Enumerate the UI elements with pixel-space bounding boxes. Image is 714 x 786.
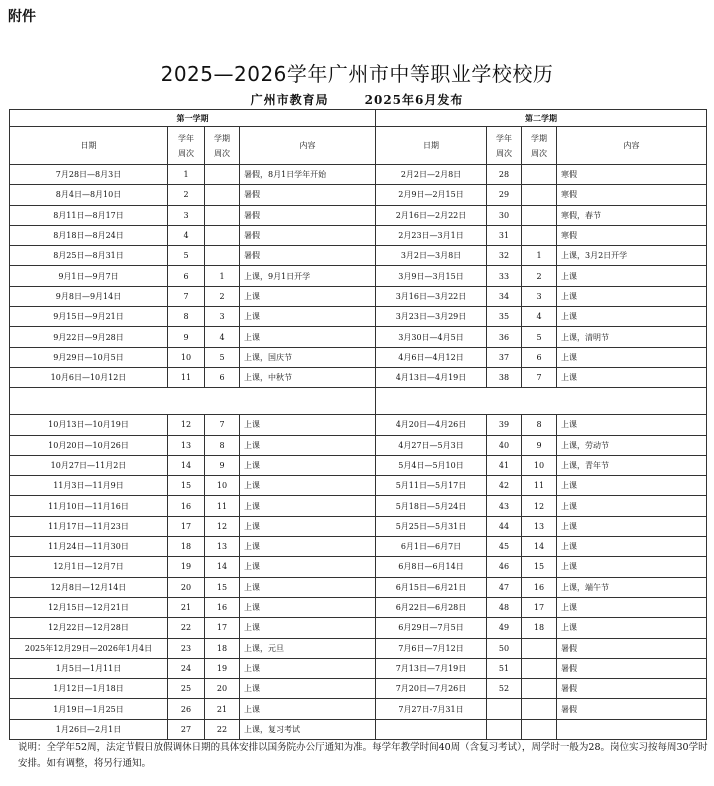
- cell-content-1: 上课: [240, 618, 376, 638]
- cell-date-2: 6月15日—6月21日: [376, 577, 487, 597]
- cell-content-2: 上课，劳动节: [557, 435, 707, 455]
- cell-content-1: 上课: [240, 516, 376, 536]
- col-content-1: 内容: [240, 127, 376, 165]
- cell-sem-week-2: [522, 658, 557, 678]
- table-row: [10, 597, 707, 617]
- cell-date-1: 9月22日—9月28日: [10, 327, 168, 347]
- cell-content-1: 上课，复习考试: [240, 719, 376, 739]
- cell-content-2: 寒假: [557, 185, 707, 205]
- cell-content-1: 暑假: [240, 246, 376, 266]
- cell-date-1: 1月12日—1月18日: [10, 679, 168, 699]
- cell-sem-week-1: 14: [205, 557, 240, 577]
- cell-year-week-1: 25: [168, 679, 205, 699]
- cell-year-week-1: 20: [168, 577, 205, 597]
- cell-sem-week-2: 7: [522, 367, 557, 387]
- cell-content-1: 上课: [240, 476, 376, 496]
- cell-sem-week-2: [522, 638, 557, 658]
- cell-year-week-2: 33: [487, 266, 522, 286]
- cell-content-2: 上课: [557, 266, 707, 286]
- cell-sem-week-2: 13: [522, 516, 557, 536]
- cell-date-2: [376, 719, 487, 739]
- cell-date-2: 2月2日—2月8日: [376, 165, 487, 185]
- col-date-2: 日期: [376, 127, 487, 165]
- cell-sem-week-1: 6: [205, 367, 240, 387]
- cell-year-week-1: 12: [168, 415, 205, 435]
- cell-year-week-2: 42: [487, 476, 522, 496]
- cell-date-1: 10月20日—10月26日: [10, 435, 168, 455]
- cell-content-2: 上课，端午节: [557, 577, 707, 597]
- cell-content-2: 上课: [557, 367, 707, 387]
- cell-sem-week-1: 8: [205, 435, 240, 455]
- cell-year-week-1: 10: [168, 347, 205, 367]
- cell-date-1: 10月6日—10月12日: [10, 367, 168, 387]
- table-row: [10, 496, 707, 516]
- cell-year-week-1: 4: [168, 225, 205, 245]
- cell-sem-week-2: 14: [522, 537, 557, 557]
- cell-year-week-2: 52: [487, 679, 522, 699]
- table-row: [10, 638, 707, 658]
- cell-content-2: 寒假，春节: [557, 205, 707, 225]
- cell-year-week-2: 44: [487, 516, 522, 536]
- attachment-label: 附件: [8, 9, 36, 25]
- table-row: [10, 516, 707, 536]
- cell-content-1: 上课: [240, 597, 376, 617]
- cell-sem-week-2: 1: [522, 246, 557, 266]
- table-row: [10, 719, 707, 739]
- semester-header-row: [10, 110, 707, 127]
- cell-date-1: 11月24日—11月30日: [10, 537, 168, 557]
- cell-content-1: 上课: [240, 557, 376, 577]
- cell-year-week-2: 30: [487, 205, 522, 225]
- cell-date-2: 4月20日—4月26日: [376, 415, 487, 435]
- gap-row: [10, 388, 707, 415]
- cell-year-week-1: 2: [168, 185, 205, 205]
- cell-content-2: 上课: [557, 496, 707, 516]
- cell-sem-week-2: 4: [522, 307, 557, 327]
- cell-year-week-1: 7: [168, 286, 205, 306]
- cell-year-week-2: 39: [487, 415, 522, 435]
- cell-date-1: 9月29日—10月5日: [10, 347, 168, 367]
- cell-sem-week-1: [205, 205, 240, 225]
- cell-sem-week-2: 10: [522, 455, 557, 475]
- cell-year-week-1: 26: [168, 699, 205, 719]
- cell-date-1: 8月11日—8月17日: [10, 205, 168, 225]
- table-row: [10, 577, 707, 597]
- cell-content-2: 暑假: [557, 638, 707, 658]
- table-row: [10, 435, 707, 455]
- cell-content-1: 上课: [240, 658, 376, 678]
- cell-date-2: 3月9日—3月15日: [376, 266, 487, 286]
- cell-date-1: 8月4日—8月10日: [10, 185, 168, 205]
- cell-content-2: 上课，清明节: [557, 327, 707, 347]
- cell-year-week-1: 21: [168, 597, 205, 617]
- cell-sem-week-1: 1: [205, 266, 240, 286]
- cell-sem-week-1: 11: [205, 496, 240, 516]
- cell-date-1: 11月10日—11月16日: [10, 496, 168, 516]
- table-row: [10, 205, 707, 225]
- cell-date-2: 3月16日—3月22日: [376, 286, 487, 306]
- cell-sem-week-1: 12: [205, 516, 240, 536]
- table-row: [10, 165, 707, 185]
- cell-content-2: 上课: [557, 516, 707, 536]
- cell-date-2: 4月6日—4月12日: [376, 347, 487, 367]
- cell-content-2: 暑假: [557, 679, 707, 699]
- cell-year-week-2: 37: [487, 347, 522, 367]
- cell-date-2: 4月27日—5月3日: [376, 435, 487, 455]
- cell-content-2: 上课: [557, 597, 707, 617]
- cell-year-week-2: 40: [487, 435, 522, 455]
- cell-year-week-2: 46: [487, 557, 522, 577]
- cell-content-2: 上课: [557, 557, 707, 577]
- cell-sem-week-2: 9: [522, 435, 557, 455]
- cell-date-2: 2月16日—2月22日: [376, 205, 487, 225]
- cell-sem-week-2: 16: [522, 577, 557, 597]
- cell-date-1: 12月22日—12月28日: [10, 618, 168, 638]
- cell-content-1: 上课: [240, 537, 376, 557]
- issuer-line: [0, 91, 714, 108]
- cell-date-1: 12月1日—12月7日: [10, 557, 168, 577]
- issuer: 广州市教育局: [250, 93, 329, 107]
- cell-content-1: 上课: [240, 577, 376, 597]
- cell-sem-week-2: 11: [522, 476, 557, 496]
- calendar-body-part1: [10, 165, 707, 388]
- table-row: [10, 658, 707, 678]
- calendar-body-part2: [10, 415, 707, 740]
- cell-content-2: 寒假: [557, 165, 707, 185]
- table-row: [10, 679, 707, 699]
- cell-sem-week-1: 9: [205, 455, 240, 475]
- section-gap: [10, 388, 707, 415]
- cell-year-week-2: 49: [487, 618, 522, 638]
- cell-sem-week-2: [522, 699, 557, 719]
- cell-date-2: 7月6日—7月12日: [376, 638, 487, 658]
- cell-content-2: 暑假: [557, 699, 707, 719]
- cell-sem-week-2: 17: [522, 597, 557, 617]
- cell-date-1: 12月15日—12月21日: [10, 597, 168, 617]
- cell-content-2: 暑假: [557, 658, 707, 678]
- cell-year-week-2: 50: [487, 638, 522, 658]
- cell-year-week-2: 34: [487, 286, 522, 306]
- cell-date-2: 6月8日—6月14日: [376, 557, 487, 577]
- table-row: [10, 307, 707, 327]
- cell-year-week-2: 47: [487, 577, 522, 597]
- cell-date-1: 11月3日—11月9日: [10, 476, 168, 496]
- cell-content-1: 暑假，8月1日学年开始: [240, 165, 376, 185]
- cell-sem-week-1: 10: [205, 476, 240, 496]
- column-header-row: [10, 127, 707, 165]
- cell-sem-week-2: 2: [522, 266, 557, 286]
- cell-year-week-1: 18: [168, 537, 205, 557]
- cell-sem-week-2: 18: [522, 618, 557, 638]
- cell-date-2: 6月29日—7月5日: [376, 618, 487, 638]
- cell-content-1: 上课，中秋节: [240, 367, 376, 387]
- cell-date-1: 1月26日—2月1日: [10, 719, 168, 739]
- cell-year-week-2: 28: [487, 165, 522, 185]
- cell-sem-week-1: 7: [205, 415, 240, 435]
- cell-year-week-1: 5: [168, 246, 205, 266]
- cell-year-week-2: 31: [487, 225, 522, 245]
- col-date-1: 日期: [10, 127, 168, 165]
- cell-date-2: 7月20日—7月26日: [376, 679, 487, 699]
- cell-sem-week-2: [522, 205, 557, 225]
- cell-sem-week-1: 2: [205, 286, 240, 306]
- table-row: [10, 699, 707, 719]
- cell-year-week-2: 41: [487, 455, 522, 475]
- table-row: [10, 286, 707, 306]
- cell-year-week-1: 23: [168, 638, 205, 658]
- cell-year-week-1: 17: [168, 516, 205, 536]
- table-row: [10, 415, 707, 435]
- cell-sem-week-2: [522, 185, 557, 205]
- cell-year-week-1: 16: [168, 496, 205, 516]
- cell-date-2: 7月13日—7月19日: [376, 658, 487, 678]
- cell-sem-week-1: 5: [205, 347, 240, 367]
- cell-sem-week-2: [522, 719, 557, 739]
- cell-sem-week-1: 19: [205, 658, 240, 678]
- cell-year-week-1: 22: [168, 618, 205, 638]
- cell-sem-week-1: 18: [205, 638, 240, 658]
- table-row: [10, 476, 707, 496]
- cell-date-2: 4月13日—4月19日: [376, 367, 487, 387]
- cell-content-2: 上课: [557, 307, 707, 327]
- cell-content-1: 上课，国庆节: [240, 347, 376, 367]
- semester2-header: 第二学期: [376, 110, 707, 127]
- cell-date-2: 5月11日—5月17日: [376, 476, 487, 496]
- cell-year-week-2: 51: [487, 658, 522, 678]
- cell-sem-week-1: [205, 246, 240, 266]
- cell-date-2: 3月2日—3月8日: [376, 246, 487, 266]
- cell-year-week-1: 14: [168, 455, 205, 475]
- cell-sem-week-1: 21: [205, 699, 240, 719]
- table-row: [10, 185, 707, 205]
- cell-sem-week-1: 22: [205, 719, 240, 739]
- cell-content-1: 上课: [240, 435, 376, 455]
- cell-date-2: 2月23日—3月1日: [376, 225, 487, 245]
- cell-content-1: 上课: [240, 496, 376, 516]
- cell-year-week-2: 45: [487, 537, 522, 557]
- calendar-table: [9, 109, 707, 740]
- table-row: [10, 455, 707, 475]
- cell-content-1: 上课: [240, 679, 376, 699]
- page-title: 2025—2026学年广州市中等职业学校校历: [160, 62, 554, 86]
- cell-content-1: 上课，元旦: [240, 638, 376, 658]
- col-sem-week-1: 学期 周次: [205, 127, 240, 165]
- cell-sem-week-1: 4: [205, 327, 240, 347]
- cell-year-week-1: 9: [168, 327, 205, 347]
- table-row: [10, 367, 707, 387]
- cell-date-2: 6月1日—6月7日: [376, 537, 487, 557]
- cell-date-2: 5月18日—5月24日: [376, 496, 487, 516]
- cell-year-week-1: 11: [168, 367, 205, 387]
- cell-content-1: 暑假: [240, 225, 376, 245]
- cell-year-week-2: 32: [487, 246, 522, 266]
- cell-content-2: 上课: [557, 286, 707, 306]
- cell-sem-week-2: [522, 679, 557, 699]
- cell-year-week-1: 3: [168, 205, 205, 225]
- table-row: [10, 327, 707, 347]
- cell-content-1: 上课: [240, 699, 376, 719]
- cell-content-2: 寒假: [557, 225, 707, 245]
- cell-date-1: 8月18日—8月24日: [10, 225, 168, 245]
- cell-sem-week-2: [522, 165, 557, 185]
- cell-date-1: 1月5日—1月11日: [10, 658, 168, 678]
- cell-date-2: 3月30日—4月5日: [376, 327, 487, 347]
- cell-sem-week-1: [205, 225, 240, 245]
- cell-content-1: 暑假: [240, 185, 376, 205]
- table-row: [10, 225, 707, 245]
- table-row: [10, 537, 707, 557]
- cell-year-week-1: 15: [168, 476, 205, 496]
- cell-year-week-1: 1: [168, 165, 205, 185]
- cell-content-1: 暑假: [240, 205, 376, 225]
- cell-content-1: 上课，9月1日开学: [240, 266, 376, 286]
- cell-content-1: 上课: [240, 455, 376, 475]
- cell-year-week-2: [487, 699, 522, 719]
- note-text: 说明：全学年52周，法定节假日放假调休日期的具体安排以国务院办公厅通知为准。每学年教学时间40周（含复习考试），周学时一般为28。岗位实习按每周30学时安排。如有调整，将另行通知。: [18, 742, 708, 769]
- cell-year-week-2: 35: [487, 307, 522, 327]
- cell-date-1: 2025年12月29日—2026年1月4日: [10, 638, 168, 658]
- table-row: [10, 618, 707, 638]
- cell-sem-week-2: 15: [522, 557, 557, 577]
- cell-date-2: 3月23日—3月29日: [376, 307, 487, 327]
- cell-date-1: 11月17日—11月23日: [10, 516, 168, 536]
- cell-sem-week-1: 15: [205, 577, 240, 597]
- cell-date-2: 2月9日—2月15日: [376, 185, 487, 205]
- table-row: [10, 557, 707, 577]
- cell-content-2: 上课，3月2日开学: [557, 246, 707, 266]
- cell-content-2: 上课: [557, 476, 707, 496]
- cell-content-2: 上课: [557, 347, 707, 367]
- cell-date-1: 8月25日—8月31日: [10, 246, 168, 266]
- cell-content-1: 上课: [240, 286, 376, 306]
- cell-sem-week-1: 20: [205, 679, 240, 699]
- cell-sem-week-2: [522, 225, 557, 245]
- col-sem-week-2: 学期 周次: [522, 127, 557, 165]
- table-row: [10, 266, 707, 286]
- cell-sem-week-1: 16: [205, 597, 240, 617]
- cell-year-week-1: 19: [168, 557, 205, 577]
- cell-year-week-2: 29: [487, 185, 522, 205]
- semester1-header: 第一学期: [10, 110, 376, 127]
- cell-sem-week-2: 12: [522, 496, 557, 516]
- cell-sem-week-2: 5: [522, 327, 557, 347]
- issue-date: 2025年6月发布: [364, 93, 464, 107]
- cell-content-1: 上课: [240, 415, 376, 435]
- cell-content-2: 上课: [557, 537, 707, 557]
- cell-content-2: 上课: [557, 618, 707, 638]
- cell-sem-week-1: [205, 165, 240, 185]
- cell-sem-week-2: 8: [522, 415, 557, 435]
- cell-year-week-1: 24: [168, 658, 205, 678]
- cell-year-week-2: 48: [487, 597, 522, 617]
- cell-date-1: 12月8日—12月14日: [10, 577, 168, 597]
- cell-content-2: 上课: [557, 415, 707, 435]
- cell-date-1: 10月13日—10月19日: [10, 415, 168, 435]
- cell-content-1: 上课: [240, 327, 376, 347]
- cell-date-1: 7月28日—8月3日: [10, 165, 168, 185]
- col-year-week-2: 学年 周次: [487, 127, 522, 165]
- cell-date-1: 1月19日—1月25日: [10, 699, 168, 719]
- cell-sem-week-1: 17: [205, 618, 240, 638]
- cell-content-2: [557, 719, 707, 739]
- cell-year-week-2: 43: [487, 496, 522, 516]
- table-row: [10, 246, 707, 266]
- cell-date-2: 7月27日-7月31日: [376, 699, 487, 719]
- col-year-week-1: 学年 周次: [168, 127, 205, 165]
- cell-content-1: 上课: [240, 307, 376, 327]
- cell-date-2: 6月22日—6月28日: [376, 597, 487, 617]
- cell-date-1: 10月27日—11月2日: [10, 455, 168, 475]
- cell-year-week-1: 6: [168, 266, 205, 286]
- cell-year-week-2: 38: [487, 367, 522, 387]
- cell-sem-week-2: 3: [522, 286, 557, 306]
- cell-date-1: 9月15日—9月21日: [10, 307, 168, 327]
- cell-date-1: 9月8日—9月14日: [10, 286, 168, 306]
- cell-sem-week-1: [205, 185, 240, 205]
- cell-year-week-2: [487, 719, 522, 739]
- cell-year-week-1: 8: [168, 307, 205, 327]
- cell-date-2: 5月4日—5月10日: [376, 455, 487, 475]
- cell-content-2: 上课，青年节: [557, 455, 707, 475]
- col-content-2: 内容: [557, 127, 707, 165]
- cell-year-week-1: 13: [168, 435, 205, 455]
- cell-sem-week-2: 6: [522, 347, 557, 367]
- cell-date-2: 5月25日—5月31日: [376, 516, 487, 536]
- cell-sem-week-1: 3: [205, 307, 240, 327]
- table-row: [10, 347, 707, 367]
- cell-year-week-2: 36: [487, 327, 522, 347]
- cell-date-1: 9月1日—9月7日: [10, 266, 168, 286]
- cell-year-week-1: 27: [168, 719, 205, 739]
- cell-sem-week-1: 13: [205, 537, 240, 557]
